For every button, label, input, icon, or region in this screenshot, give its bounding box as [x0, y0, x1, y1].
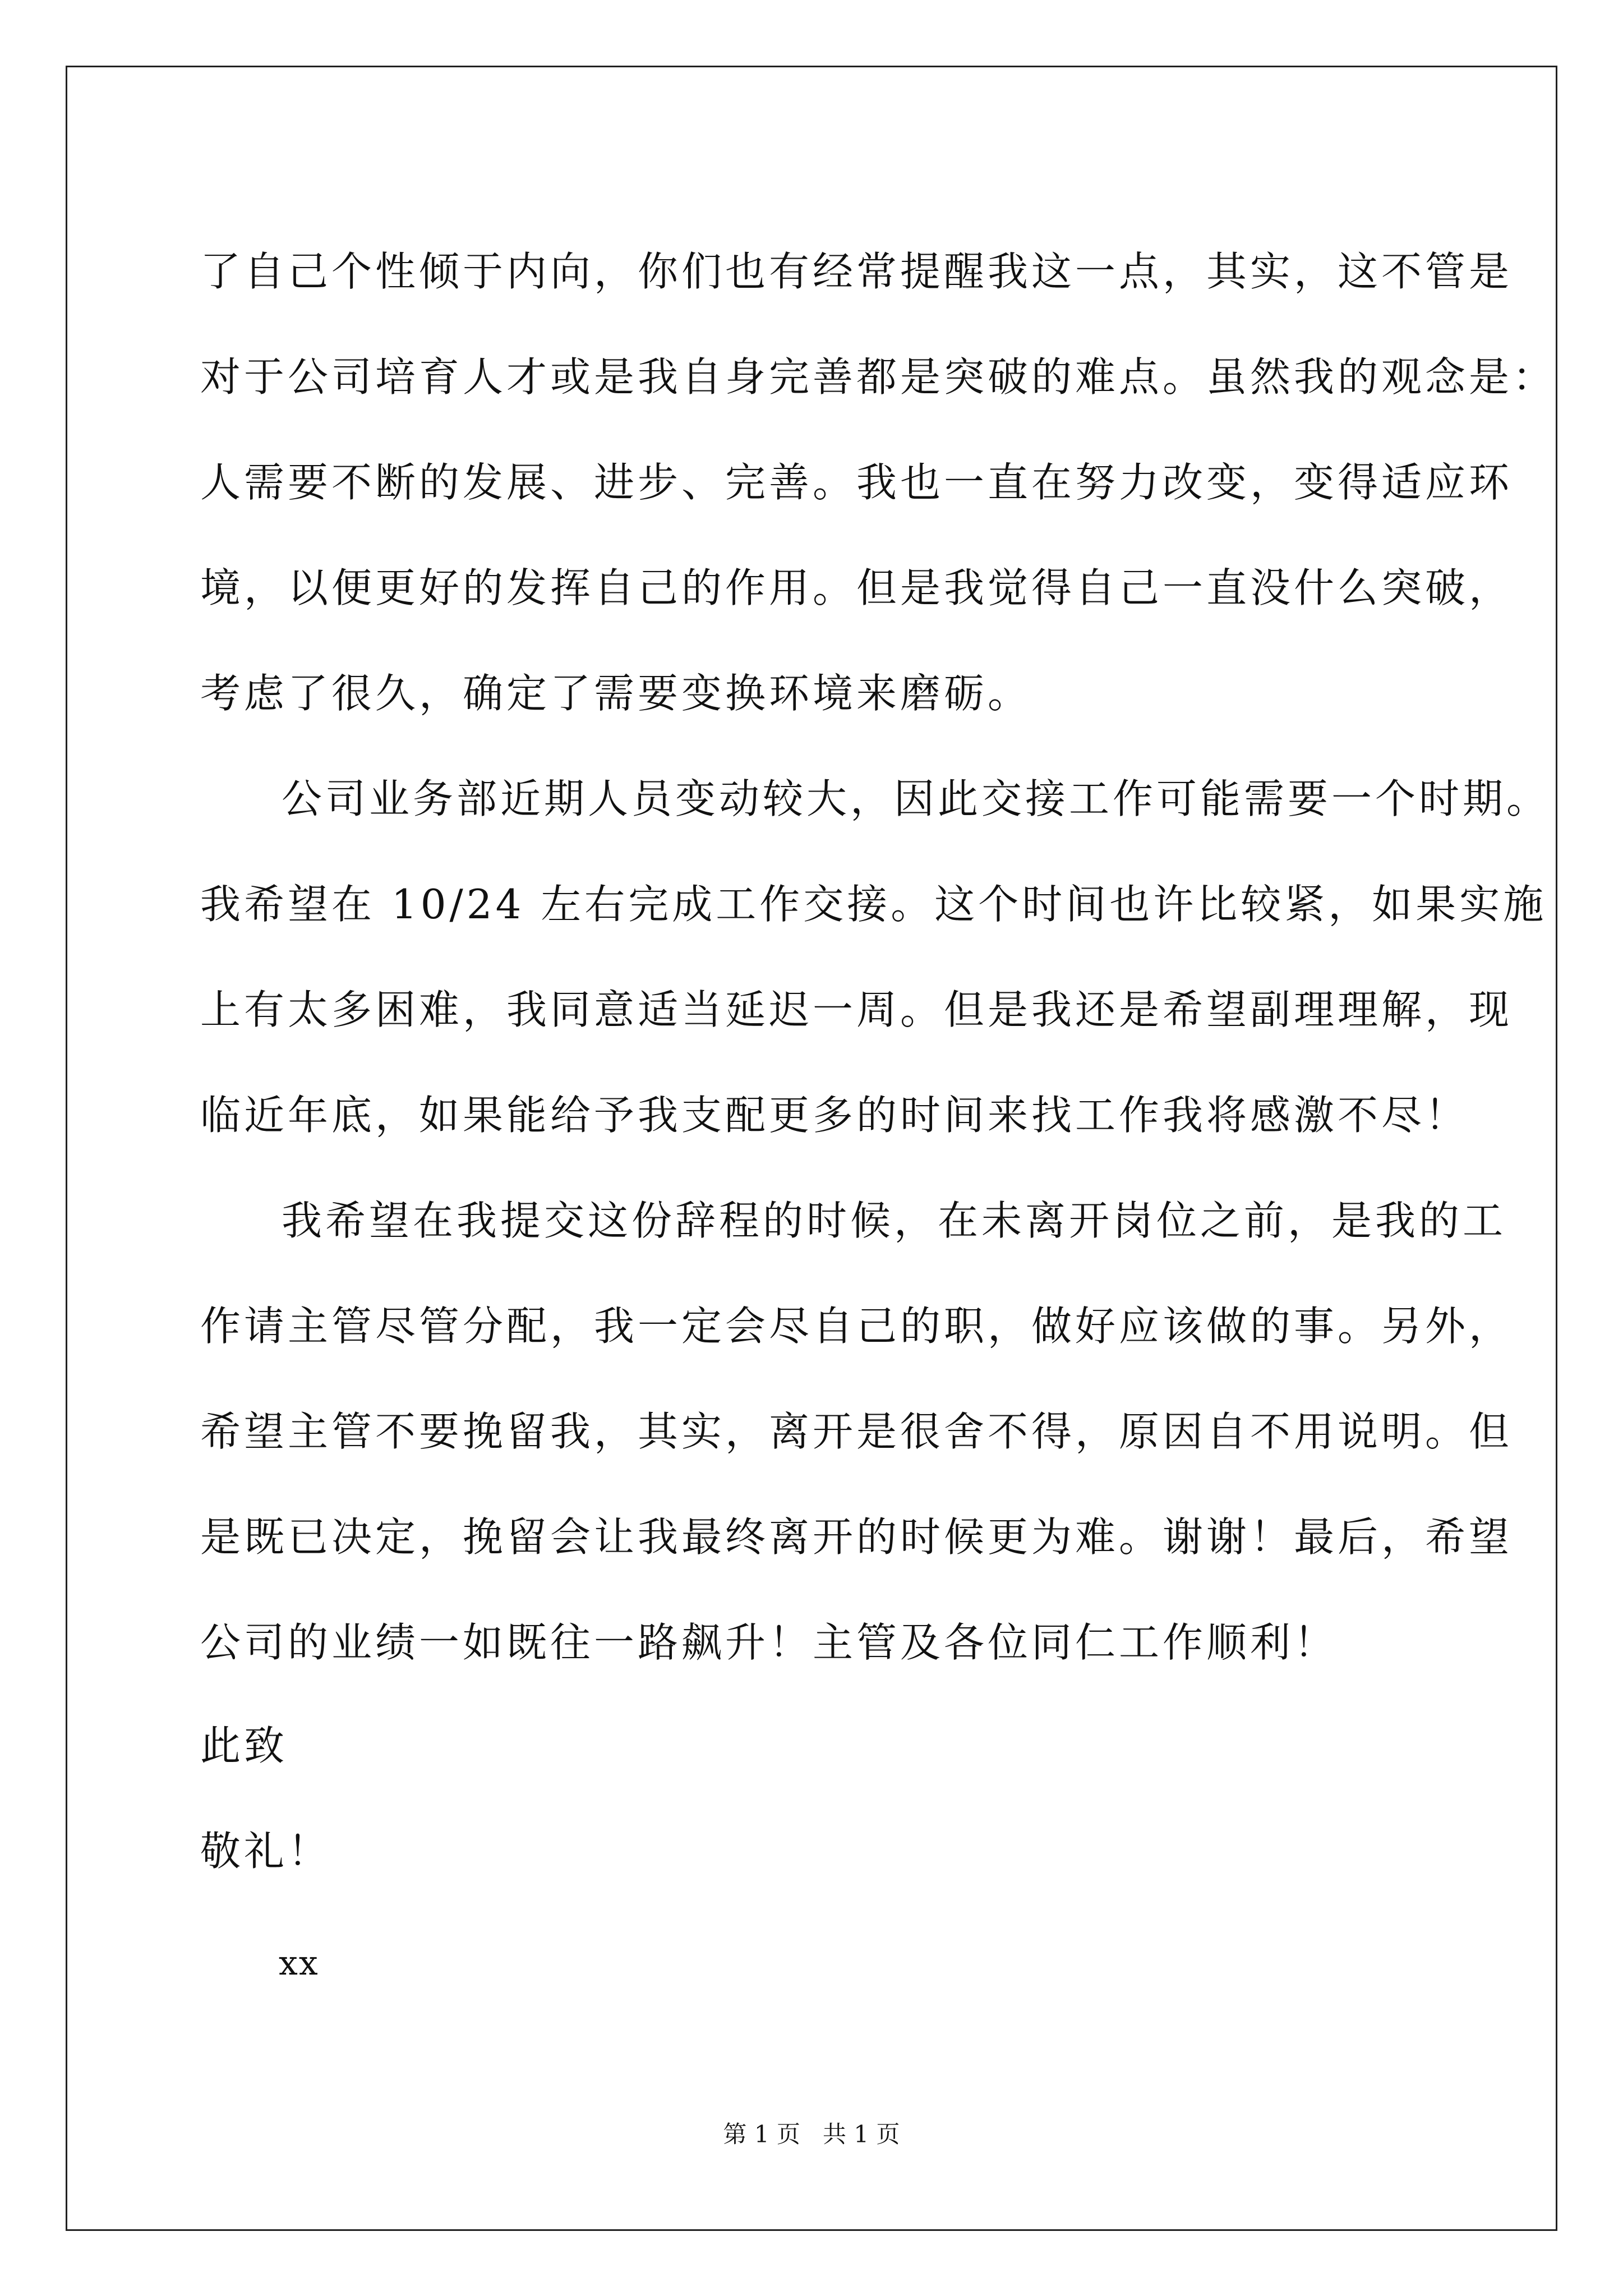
letter-line: 公司的业绩一如既往一路飙升！主管及各位同仁工作顺利！: [200, 1619, 1338, 1666]
letter-line: 境，以便更好的发挥自己的作用。但是我觉得自己一直没什么突破，: [200, 564, 1513, 611]
letter-line: 作请主管尽管分配，我一定会尽自己的职，做好应该做的事。另外，: [200, 1303, 1513, 1350]
letter-line: 希望主管不要挽留我，其实，离开是很舍不得，原因自不用说明。但: [200, 1408, 1513, 1455]
letter-line: 考虑了很久，确定了需要变换环境来磨砺。: [200, 670, 1032, 717]
paragraph-start-line: 公司业务部近期人员变动较大，因此交接工作可能需要一个时期。: [282, 775, 1551, 822]
letter-line: 上有太多困难，我同意适当延迟一周。但是我还是希望副理理解，现: [200, 986, 1513, 1033]
letter-body: [200, 219, 1557, 1695]
signature: xx: [279, 1944, 319, 1983]
paragraph-start-line: 我希望在我提交这份辞程的时候，在未离开岗位之前，是我的工: [282, 1197, 1507, 1244]
letter-line: 我希望在 10/24 左右完成工作交接。这个时间也许比较紧，如果实施: [200, 881, 1547, 928]
closing-regards: 敬礼！: [200, 1828, 332, 1875]
letter-line: 对于公司培育人才或是我自身完善都是突破的难点。虽然我的观念是：: [200, 353, 1557, 401]
letter-line: 了自己个性倾于内向，你们也有经常提醒我这一点，其实，这不管是: [200, 248, 1513, 295]
letter-line: 是既已决定，挽留会让我最终离开的时候更为难。谢谢！最后，希望: [200, 1513, 1513, 1561]
closing-salutation: 此致: [200, 1722, 288, 1769]
letter-line: 临近年底，如果能给予我支配更多的时间来找工作我将感激不尽！: [200, 1092, 1469, 1139]
page-number-footer: 第 1 页 共 1 页: [723, 2120, 900, 2148]
letter-line: 人需要不断的发展、进步、完善。我也一直在努力改变，变得适应环: [200, 459, 1513, 506]
